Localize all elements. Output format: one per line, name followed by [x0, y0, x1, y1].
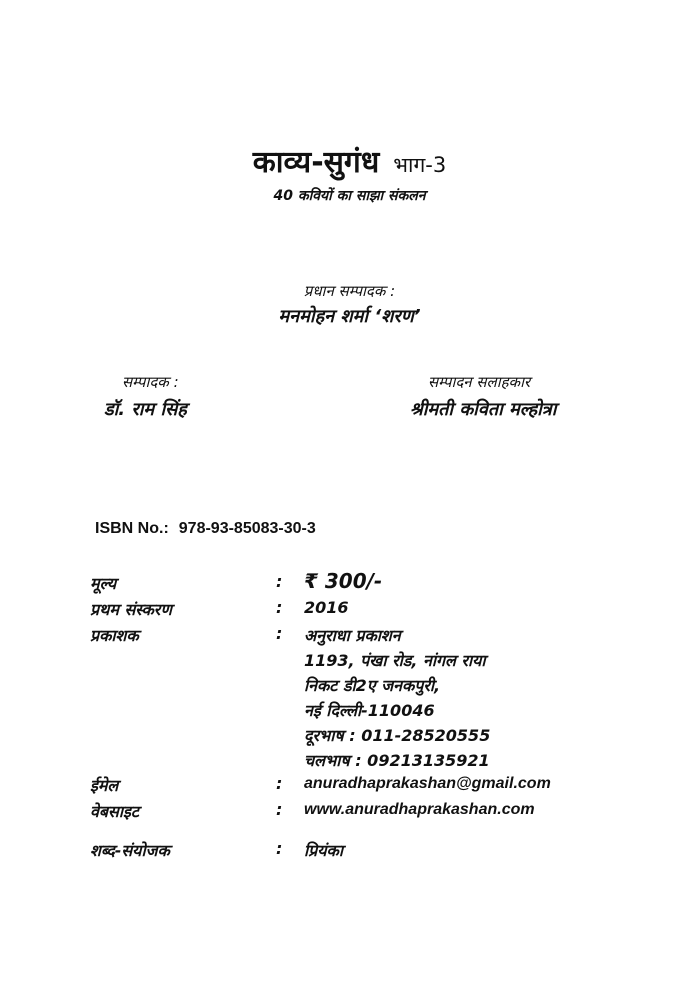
email-label: ईमेल: [90, 776, 119, 795]
advisor-label: सम्पादन सलाहकार: [428, 373, 531, 391]
editor-name: डॉ. राम सिंह: [104, 399, 187, 420]
edition-label: प्रथम संस्करण: [90, 600, 172, 619]
email-colon: :: [276, 774, 283, 793]
title-part: भाग-3: [393, 153, 447, 177]
typesetter-label: शब्द-संयोजक: [90, 841, 170, 860]
book-title: [0, 140, 699, 181]
price-value: ₹ 300/-: [304, 569, 383, 593]
edition-value: 2016: [304, 598, 349, 617]
price-colon: :: [276, 572, 283, 591]
website-colon: :: [276, 800, 283, 819]
edition-colon: :: [276, 598, 283, 617]
editor-label: सम्पादक :: [122, 373, 179, 391]
typesetter-colon: :: [276, 839, 283, 858]
chief-editor-label: प्रधान सम्पादक :: [303, 282, 396, 300]
isbn-value: 978-93-85083-30-3: [178, 520, 316, 537]
publisher-name: अनुराधा प्रकाशन: [304, 626, 401, 645]
publisher-phone: दूरभाष : 011-28520555: [304, 726, 491, 745]
website-value: www.anuradhaprakashan.com: [304, 801, 535, 818]
isbn-label: ISBN No.:: [95, 520, 169, 537]
advisor-name: श्रीमती कविता मल्होत्रा: [410, 399, 557, 420]
publisher-address-line: नई दिल्ली-110046: [304, 701, 435, 720]
publisher-mobile: चलभाष : 09213135921: [304, 751, 490, 770]
subtitle: 40 कवियों का साझा संकलन: [273, 188, 426, 204]
website-label: वेबसाइट: [90, 802, 139, 821]
publisher-address-line: निकट डी2ए जनकपुरी,: [304, 676, 441, 695]
publisher-label: प्रकाशक: [90, 626, 139, 645]
title-main: काव्य-सुगंध: [252, 145, 380, 180]
publisher-colon: :: [276, 624, 283, 643]
typesetter-value: प्रियंका: [304, 841, 343, 860]
isbn-line: [95, 520, 316, 538]
email-value: anuradhaprakashan@gmail.com: [304, 775, 551, 792]
publisher-address-line: 1193, पंखा रोड, नांगल राया: [304, 651, 486, 670]
price-label: मूल्य: [90, 574, 117, 593]
chief-editor-name: मनमोहन शर्मा ‘शरण’: [278, 306, 421, 327]
